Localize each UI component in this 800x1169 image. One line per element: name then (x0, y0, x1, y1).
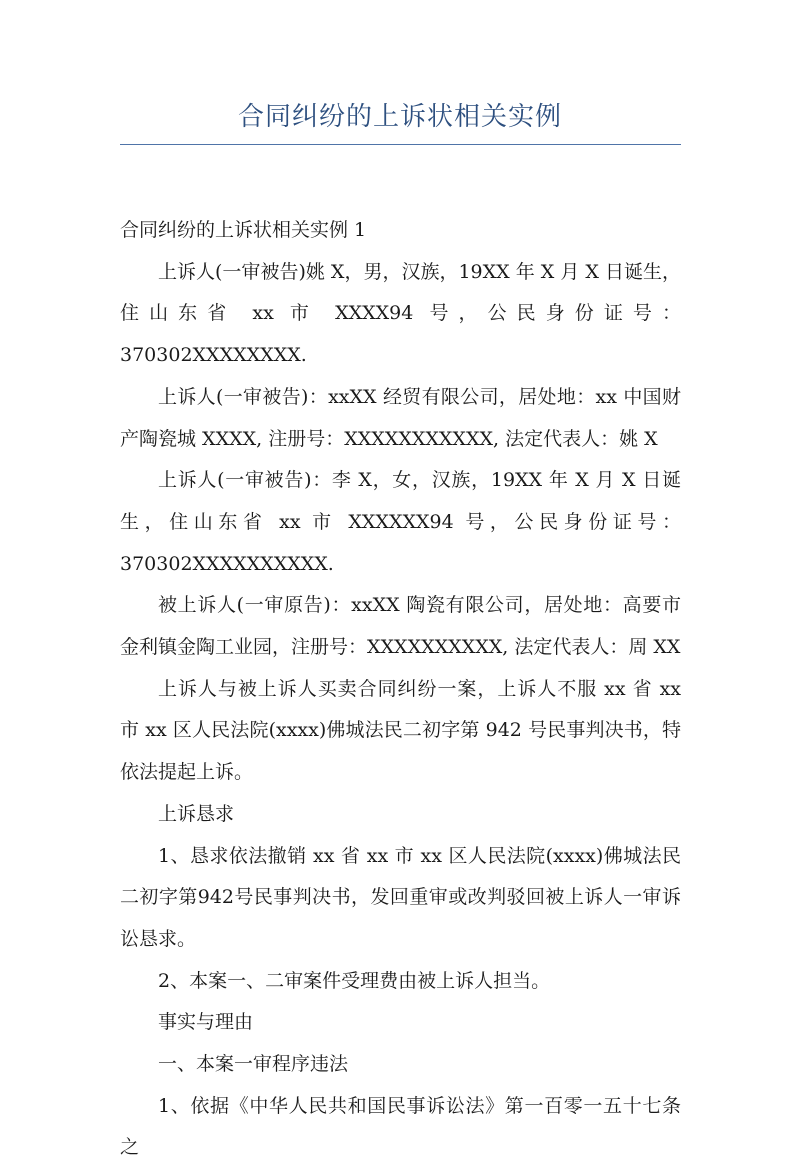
paragraph-appellant-2: 上诉人(一审被告)：xxXX 经贸有限公司，居处地：xx 中国财产陶瓷城 XXXX, 注册号：XXXXXXXXXXX, 法定代表人：姚 X (120, 385, 681, 450)
paragraph-legal-basis: 1、依据《中华人民共和国民事诉讼法》第一百零一五十七条之 (120, 1094, 681, 1159)
appeal-request-1: 1、恳求依法撤销 xx 省 xx 市 xx 区人民法院(xxxx)佛城法民二初字第942号民事判决书，发回重审或改判驳回被上诉人一审诉讼恳求。 (120, 844, 681, 950)
paragraph-appellant-3: 上诉人(一审被告)：李 X，女，汉族，19XX 年 X 月 X 日诞生，住山东省 xx 市 XXXXXX94 号，公民身份证号：370302XXXXXXXXXX. (120, 469, 681, 575)
title-underline (120, 144, 681, 145)
paragraph-appellee: 被上诉人(一审原告)：xxXX 陶瓷有限公司，居处地：高要市金利镇金陶工业园，注册号：XXXXXXXXXX, 法定代表人：周 XX (120, 594, 681, 659)
section-heading: 合同纠纷的上诉状相关实例 1 (120, 219, 367, 241)
heading-appeal-requests: 上诉恳求 (158, 802, 235, 825)
heading-procedure-violation: 一、本案一审程序违法 (158, 1053, 349, 1076)
paragraph-case-summary: 上诉人与被上诉人买卖合同纠纷一案，上诉人不服 xx 省 xx 市 xx 区人民法院(xxxx)佛城法民二初字第 942 号民事判决书，特依法提起上诉。 (120, 677, 681, 784)
paragraph-appellant-1: 上诉人(一审被告)姚 X，男，汉族，19XX 年 X 月 X 日诞生，住山东省 xx 市 XXXX94 号，公民身份证号：370302XXXXXXXX. (120, 260, 681, 367)
document-body (120, 210, 681, 1169)
document-title: 合同纠纷的上诉状相关实例 (237, 102, 562, 132)
heading-facts-reasons: 事实与理由 (158, 1011, 254, 1034)
appeal-request-2: 2、本案一、二审案件受理费由被上诉人担当。 (158, 969, 551, 992)
